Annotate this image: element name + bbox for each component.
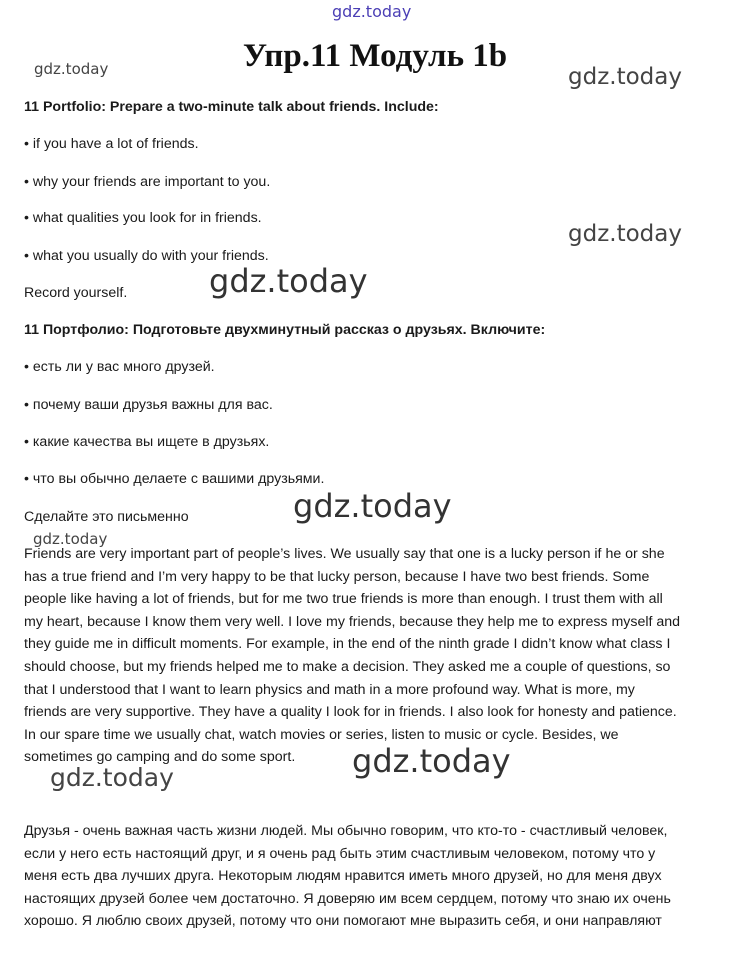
task-heading-ru: 11 Портфолио: Подготовьте двухминутный рассказ о друзьях. Включите: <box>24 322 546 338</box>
task-footer-en: Record yourself. <box>24 285 128 301</box>
task-bullet-ru: • есть ли у вас много друзей. <box>24 359 215 375</box>
watermark: gdz.today <box>209 262 368 300</box>
essay-line: has a true friend and I’m very happy to be that lucky person, because I have two best friends. Some <box>24 568 650 585</box>
watermark: gdz.today <box>33 530 108 548</box>
essay-line: In our spare time we usually chat, watch movies or series, listen to music or cycle. Besides, we <box>24 726 619 743</box>
essay-line: my heart, because I know them very well. I love my friends, because they help me to express myself and <box>24 613 681 630</box>
page-title: Упр.11 Модуль 1b <box>242 38 508 74</box>
watermark: gdz.today <box>293 487 452 525</box>
task-bullet-en: • why your friends are important to you. <box>24 174 271 190</box>
task-heading-en: 11 Portfolio: Prepare a two-minute talk about friends. Include: <box>24 99 439 115</box>
watermark: gdz.today <box>568 221 682 247</box>
essay-line: should choose, but my friends helped me to make a decision. They asked me a couple of questions, so <box>24 658 671 675</box>
essay-line: настоящих друзей более чем достаточно. Я доверяю им всем сердцем, потому что знаю их очень <box>24 890 671 907</box>
essay-english <box>24 543 714 769</box>
essay-russian <box>24 820 714 933</box>
task-footer-ru: Сделайте это письменно <box>24 509 189 525</box>
task-bullet-ru: • почему ваши друзья важны для вас. <box>24 397 273 413</box>
essay-line: people like having a lot of friends, but for me two true friends is more than enough. I trust them with all <box>24 591 663 608</box>
watermark: gdz.today <box>50 763 174 792</box>
essay-line: хорошо. Я люблю своих друзей, потому что они помогают мне выразить себя, и они направляют <box>24 913 662 930</box>
watermark: gdz.today <box>568 64 682 90</box>
task-bullet-en: • what qualities you look for in friends. <box>24 210 262 226</box>
watermark: gdz.today <box>34 60 109 78</box>
essay-line: Друзья - очень важная часть жизни людей. Мы обычно говорим, что кто-то - счастливый человек, <box>24 823 668 839</box>
essay-line: they guide me in difficult moments. For example, in the end of the ninth grade I didn’t know what class I <box>24 636 671 653</box>
essay-line: если у него есть настоящий друг, и я очень рад быть этим счастливым человеком, потому что у <box>24 845 656 862</box>
essay-line: sometimes go camping and do some sport. <box>24 749 296 766</box>
watermark: gdz.today <box>352 742 511 780</box>
essay-line: Friends are very important part of people’s lives. We usually say that one is a lucky person if he or she <box>24 546 665 562</box>
essay-line: friends are very supportive. They have a quality I look for in friends. I also look for honesty and patience. <box>24 704 677 721</box>
essay-line: that I understood that I want to learn physics and math in a more profound way. What is more, my <box>24 681 635 698</box>
task-bullet-en: • what you usually do with your friends. <box>24 248 269 264</box>
task-bullet-en: • if you have a lot of friends. <box>24 136 199 152</box>
essay-line: меня есть два лучших друга. Некоторым людям нравится иметь много друзей, но для меня двух <box>24 868 662 885</box>
task-bullet-ru: • что вы обычно делаете с вашими друзьями. <box>24 471 325 487</box>
task-bullet-ru: • какие качества вы ищете в друзьях. <box>24 434 270 450</box>
watermark-top: gdz.today <box>332 2 412 21</box>
